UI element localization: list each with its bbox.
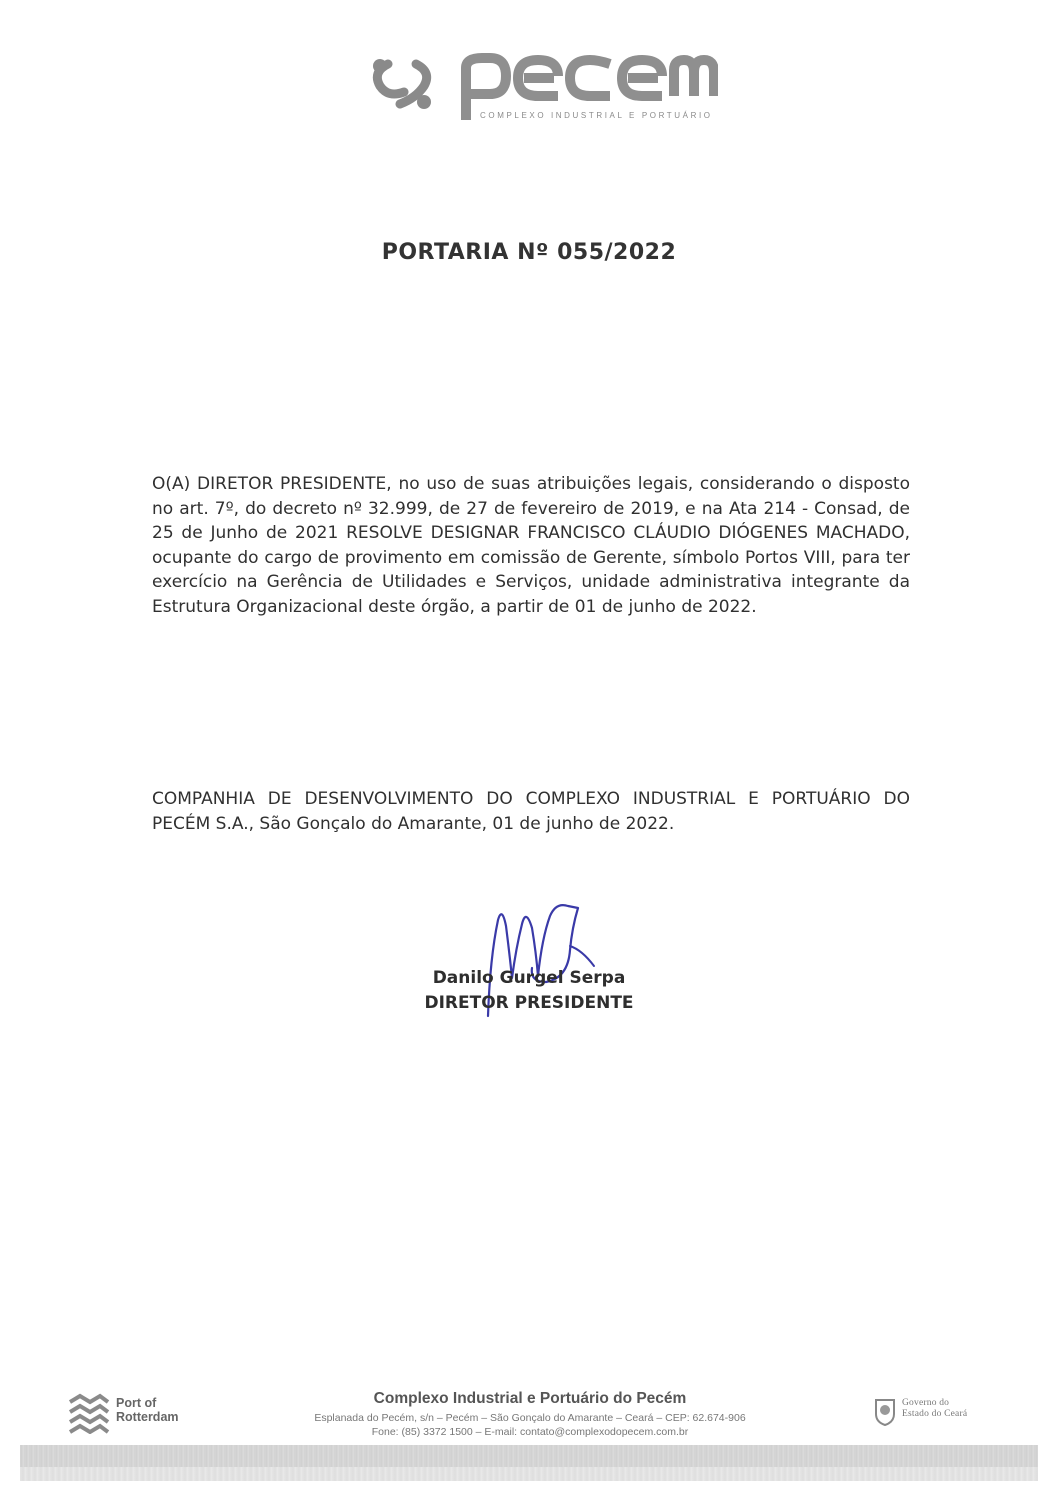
- port-of-rotterdam-logo: [66, 1392, 206, 1436]
- gov-line1: Governo do: [902, 1398, 950, 1408]
- signer-name: Danilo Gurgel Serpa: [432, 968, 626, 988]
- signer-role: DIRETOR PRESIDENTE: [424, 993, 634, 1013]
- pecem-logo: [358, 44, 718, 124]
- rotterdam-icon: [66, 1392, 110, 1434]
- resolution-paragraph: O(A) DIRETOR PRESIDENTE, no uso de suas atribuições legais, considerando o disposto no art. 7º, do decreto nº 32.999, de 27 de fevereiro de 2019, e na Ata 214 - Consad, de 25 de Junho de 2021 RESOLVE DESIGNAR FRANCISCO CLÁUDIO DIÓGENES MACHADO, ocupante do cargo de provimento em comissão de Gerente, símbolo Portos VIII, para ter exercício na Gerência de Utilidades e Serviços, unidade administrativa integrante da Estrutura Organizacional deste órgão, a partir de 01 de junho de 2022.: [152, 474, 910, 617]
- footer-decorative-band: [20, 1445, 1038, 1481]
- logo-subtitle: COMPLEXO INDUSTRIAL E PORTUÁRIO: [480, 111, 713, 120]
- partner-name-line2: Rotterdam: [116, 1410, 179, 1424]
- footer-title: Complexo Industrial e Portuário do Pecém: [373, 1390, 687, 1407]
- pecem-logo-icon: [358, 44, 718, 124]
- document-title: PORTARIA Nº 055/2022: [381, 240, 677, 265]
- footer-address: Esplanada do Pecém, s/n – Pecém – São Gonçalo do Amarante – Ceará – CEP: 62.674-906: [314, 1412, 746, 1424]
- footer-address-block: [240, 1390, 820, 1439]
- gov-line2: Estado do Ceará: [902, 1409, 968, 1419]
- partner-name-line1: Port of: [116, 1396, 157, 1410]
- coat-of-arms-icon: [872, 1396, 898, 1426]
- company-date-paragraph: COMPANHIA DE DESENVOLVIMENTO DO COMPLEXO INDUSTRIAL E PORTUÁRIO DO PECÉM S.A., São Gonçalo do Amarante, 01 de junho de 2022.: [152, 789, 910, 834]
- footer-contact: Fone: (85) 3372 1500 – E-mail: contato@complexodopecem.com.br: [371, 1426, 689, 1438]
- governo-ceara-logo: [872, 1396, 992, 1436]
